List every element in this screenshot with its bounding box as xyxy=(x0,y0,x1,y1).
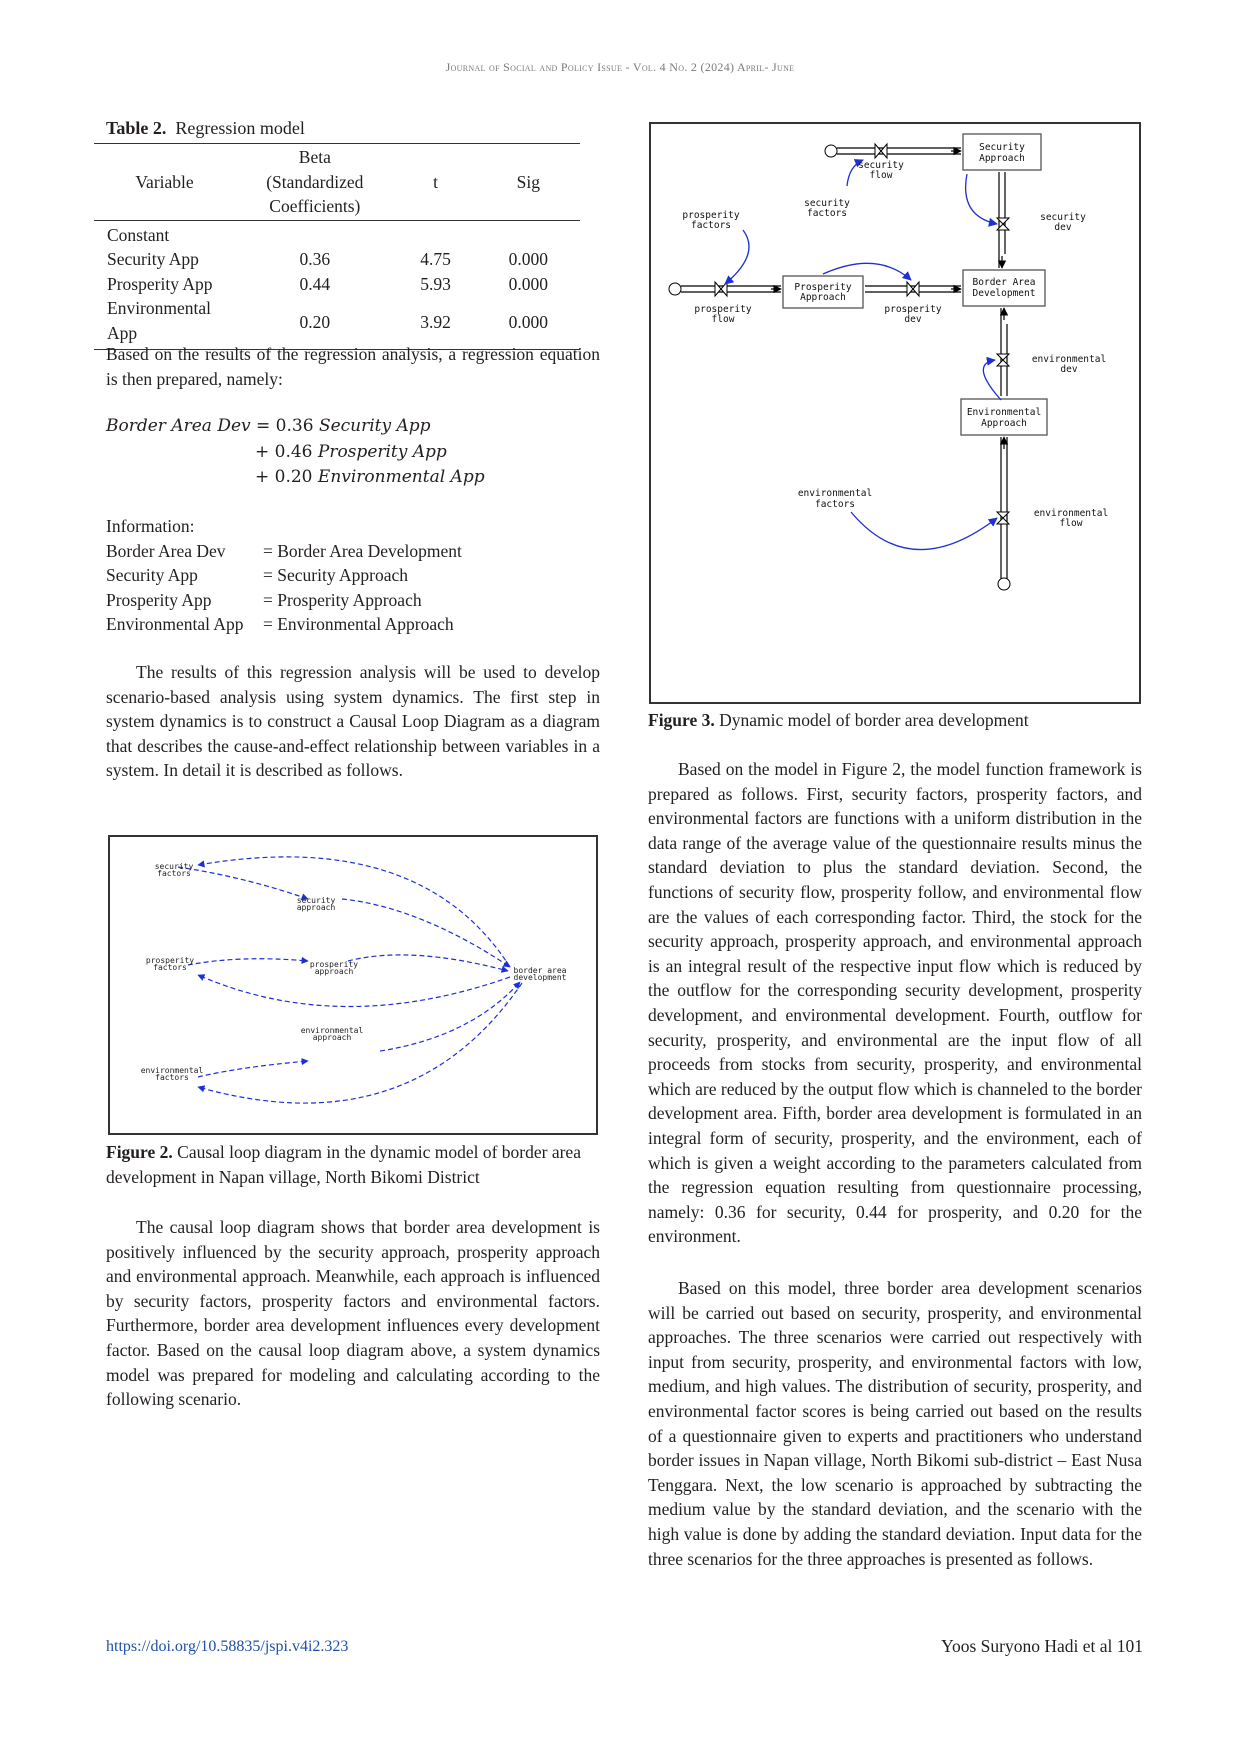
table-row xyxy=(94,272,580,297)
eq-term-1: Security App xyxy=(318,416,431,436)
fig3-prosperity-dev-l1: prosperity xyxy=(884,304,942,315)
paragraph-system-dynamics: The results of this regression analysis will be used to develop scenario-based analysis using system dynamics. The first step in system dynamics is to construct a Causal Loop Diagram as a diagram that describes the cause-and-effect relationship between variables in a system. In detail it is described as follows. xyxy=(106,662,600,781)
fig2-security-factors-l2: factors xyxy=(157,869,191,878)
figure-2-causal-loop xyxy=(108,835,598,1135)
fig2-prosperity-factors-l2: factors xyxy=(153,963,187,972)
eq-op-2: + 0.46 xyxy=(255,441,313,462)
fig3-environmental-dev-l1: environmental xyxy=(1031,354,1107,365)
figure-2-caption xyxy=(106,1140,600,1189)
fig3-border-area-l2: Development xyxy=(972,288,1036,299)
fig3-environmental-factors-l2: factors xyxy=(814,499,856,510)
cell-t xyxy=(395,220,477,247)
figure-3-dynamic-model xyxy=(649,122,1141,704)
header-variable: Variable xyxy=(135,171,194,192)
info-row: Environmental App = Environmental Approach xyxy=(106,614,454,635)
fig3-prosperity-factors-l1: prosperity xyxy=(682,210,740,221)
fig2-environmental-approach-l2: approach xyxy=(312,1033,352,1042)
fig2-prosperity-approach-l1: prosperity xyxy=(309,960,359,969)
fig3-security-factors-l1: security xyxy=(804,198,850,209)
table-header-row xyxy=(94,144,580,221)
table-title: Regression model xyxy=(175,118,305,138)
fig3-security-factors-l2: factors xyxy=(806,208,848,219)
cell-variable: Constant xyxy=(107,224,170,245)
fig3-prosperity-approach-l2: Approach xyxy=(800,292,846,303)
fig3-environmental-flow-l2: flow xyxy=(1059,518,1083,529)
table-row xyxy=(94,247,580,272)
causal-loop-diagram xyxy=(110,837,596,1133)
eq-term-2: Prosperity App xyxy=(317,441,447,462)
cell-beta: 0.44 xyxy=(299,273,331,294)
eq-op-3: + 0.20 xyxy=(255,467,313,487)
header-beta-line3: Coefficients) xyxy=(269,196,361,216)
cell-variable: Security App xyxy=(107,249,199,269)
fig3-environmental-factors-l1: environmental xyxy=(797,488,873,499)
fig3-prosperity-approach-l1: Prosperity xyxy=(794,282,852,293)
fig2-prosperity-factors-l1: prosperity xyxy=(145,956,195,965)
paragraph-regression-intro: Based on the results of the regression analysis, a regression equation is then prepared, namely: xyxy=(106,344,600,389)
cell-sig: 0.000 xyxy=(508,273,548,294)
cell-t: 5.93 xyxy=(420,273,451,294)
stock-flow-diagram xyxy=(651,124,1139,702)
regression-equation xyxy=(106,414,600,491)
fig3-prosperity-flow-l2: flow xyxy=(711,314,735,325)
figure-3-caption-text: Dynamic model of border area development xyxy=(714,710,1029,730)
fig3-environmental-dev-l2: dev xyxy=(1060,364,1078,375)
fig3-prosperity-flow-l1: prosperity xyxy=(694,304,752,315)
fig3-security-approach-l1: Security xyxy=(979,142,1025,153)
fig3-environmental-approach-l2: Approach xyxy=(981,418,1027,429)
figure-2-label: Figure 2. xyxy=(106,1142,173,1162)
fig3-security-flow-l1: security xyxy=(858,160,904,171)
fig2-security-factors-l1: security xyxy=(154,862,194,871)
eq-lhs: Border Area Dev xyxy=(106,416,251,436)
fig2-environmental-approach-l1: environmental xyxy=(300,1026,364,1035)
header-beta-line2: (Standardized xyxy=(266,171,364,192)
figure-3-caption xyxy=(648,708,1142,733)
fig2-security-approach-l2: approach xyxy=(296,903,336,912)
header-t: t xyxy=(433,171,439,192)
info-row: Border Area Dev = Border Area Development xyxy=(106,540,462,561)
paragraph-model-framework: Based on the model in Figure 2, the model function framework is prepared as follows. First, security factors, prosperity factors, and environmental factors are functions with a uniform distribution in the data range of the average value of the questionnaire results minus the standard deviation to plus the standard deviation. Second, the functions of security flow, prosperity follow, and environmental flow are the values of each corresponding factor. Third, the stock for the security approach, prosperity approach, and environmental approach is an integral result of the respective input flow which is reduced by the outflow for the corresponding security development, prosperity development, and environmental development. Fourth, outflow for security, prosperity, and environmental are the input flow of all proceeds from stocks from security, prosperity, and environmental which are reduced by the output flow which is channeled to the border development area. Fifth, border area development is formulated in an integral form of security, prosperity, and the environment, each of which is given a weight according to the parameters calculated from the regression equation resulting from questionnaire processing, namely: 0.36 for security, 0.44 for prosperity, and 0.20 for the environment. xyxy=(648,759,1142,1247)
cell-sig xyxy=(477,220,580,247)
information-title: Information: xyxy=(106,516,195,536)
figure-2-caption-text: Causal loop diagram in the dynamic model of border area development in Napan village, North Bikomi District xyxy=(106,1142,581,1187)
table-caption xyxy=(106,118,600,139)
cell-t: 4.75 xyxy=(420,249,451,269)
paragraph-causal-loop: The causal loop diagram shows that border area development is positively influenced by the security approach, prosperity approach and environmental approach. Meanwhile, each approach is influenced by security factors, prosperity factors and environmental factors. Furthermore, border area development influences every development factor. Based on the causal loop diagram above, a system dynamics model was prepared for modeling and calculating according to the following scenario. xyxy=(106,1217,600,1410)
regression-table xyxy=(94,143,580,350)
fig2-border-area-l2: development xyxy=(513,973,567,982)
fig2-border-area-l1: border area xyxy=(513,966,567,975)
cell-t: 3.92 xyxy=(420,312,451,333)
fig3-security-approach-l2: Approach xyxy=(979,153,1025,164)
header-beta xyxy=(235,144,395,221)
eq-op-1: = 0.36 xyxy=(256,416,314,436)
fig3-prosperity-dev-l2: dev xyxy=(904,314,922,325)
info-row: Security App = Security Approach xyxy=(106,565,408,586)
running-header: Journal of Social and Policy Issue - Vol. 4 No. 2 (2024) April- June xyxy=(445,60,795,74)
figure-3-label: Figure 3. xyxy=(648,710,715,730)
cell-variable: Environmental App xyxy=(107,298,212,343)
author-page-number: Yoos Suryono Hadi et al 101 xyxy=(941,1636,1143,1656)
fig3-security-dev-l2: dev xyxy=(1054,222,1072,233)
fig3-security-dev-l1: security xyxy=(1040,212,1086,223)
cell-beta: 0.36 xyxy=(299,249,331,269)
table-label: Table 2. xyxy=(106,118,167,138)
header-beta-line1: Beta xyxy=(298,147,331,167)
cell-sig: 0.000 xyxy=(508,249,548,269)
fig3-border-area-l1: Border Area xyxy=(972,277,1036,288)
eq-term-3: Environmental App xyxy=(317,467,485,487)
info-row: Prosperity App = Prosperity Approach xyxy=(106,589,422,610)
doi-link[interactable]: https://doi.org/10.58835/jspi.v4i2.323 xyxy=(106,1638,349,1655)
fig3-security-flow-l2: flow xyxy=(869,170,893,181)
fig2-security-approach-l1: security xyxy=(296,896,336,905)
fig3-environmental-flow-l1: environmental xyxy=(1033,508,1109,519)
information-list xyxy=(106,514,600,637)
table-row xyxy=(94,220,580,247)
fig2-environmental-factors-l1: environmental xyxy=(140,1066,204,1075)
fig2-environmental-factors-l2: factors xyxy=(155,1073,189,1082)
cell-beta: 0.20 xyxy=(299,312,331,333)
cell-sig: 0.000 xyxy=(508,312,548,333)
header-sig: Sig xyxy=(516,171,540,192)
fig3-environmental-approach-l1: Environmental xyxy=(966,407,1042,418)
fig2-prosperity-approach-l2: approach xyxy=(314,967,354,976)
cell-variable: Prosperity App xyxy=(107,273,213,294)
cell-beta xyxy=(235,220,395,247)
fig3-prosperity-factors-l2: factors xyxy=(690,220,732,231)
paragraph-scenarios: Based on this model, three border area development scenarios will be carried out based on security, prosperity, and environmental approaches. The three scenarios were carried out respectively with input from security, prosperity, and environmental factors with low, medium, and high values. The distribution of security, prosperity, and environmental factor scores is being carried out based on the results of a questionnaire given to experts and practitioners who understand border issues in Napan village, North Bikomi sub-district – East Nusa Tenggara. Next, the low scenario is approached by subtracting the medium value by the standard deviation, and the scenario with the high value is done by adding the standard deviation. Input data for the three scenarios for the three approaches is presented as follows. xyxy=(648,1278,1142,1569)
